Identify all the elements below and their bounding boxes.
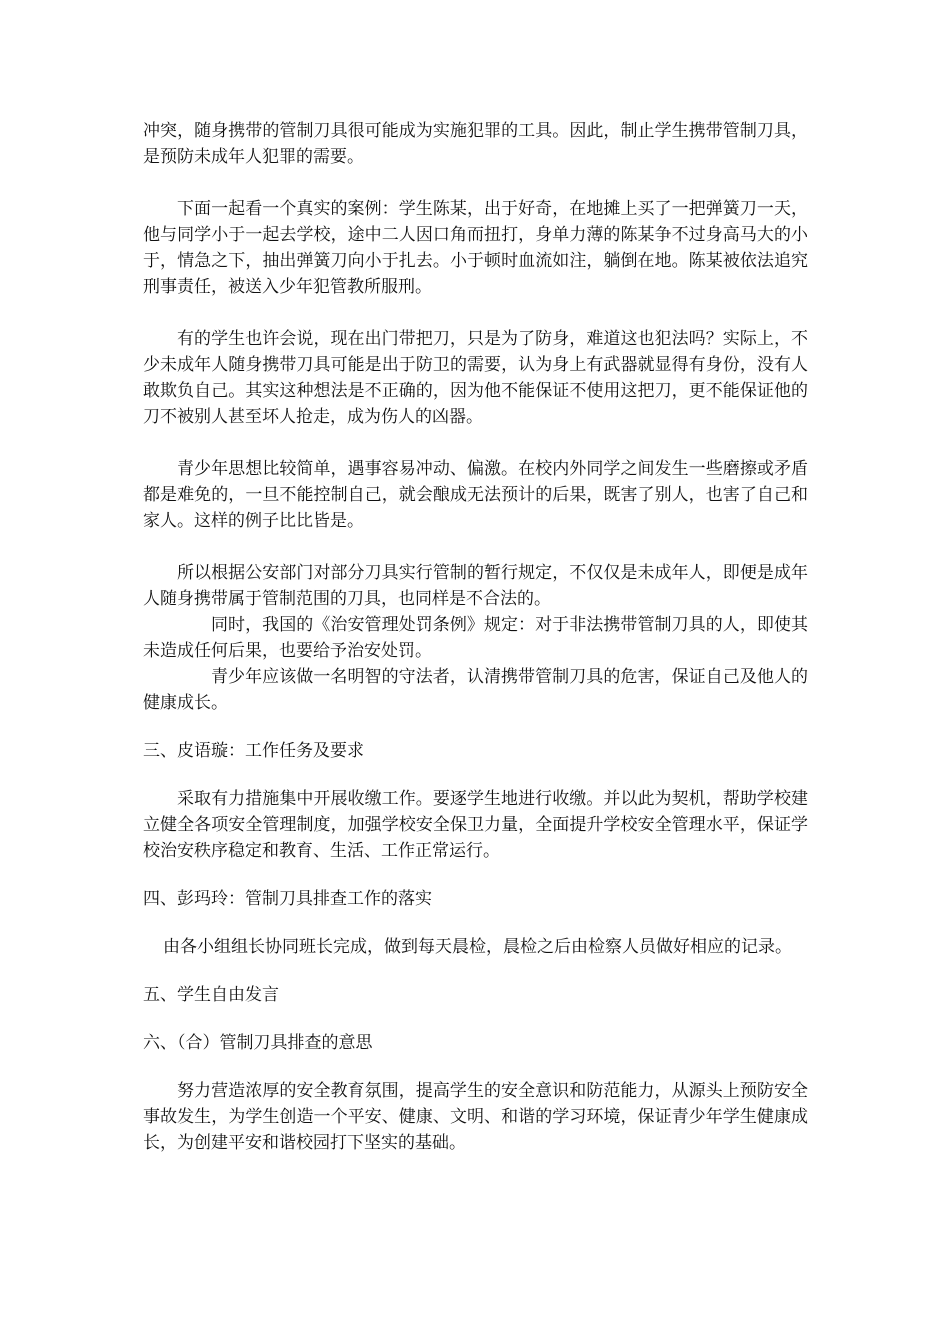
- paragraph-case: 下面一起看一个真实的案例：学生陈某，出于好奇，在地摊上买了一把弹簧刀一天，他与同学小于一起去学校，途中二人因口角而扭打，身单力薄的陈某争不过身高马大的小于，情急之下，抽出弹簧刀向小于扎去。小于顿时血流如注，躺倒在地。陈某被依法追究刑事责任，被送入少年犯管教所服刑。: [143, 199, 808, 297]
- section-heading-5: 五、学生自由发言: [143, 985, 279, 1005]
- section-heading-6: 六、（合）管制刀具排查的意思: [143, 1033, 373, 1053]
- document-page: [143, 118, 808, 1156]
- paragraph-tasks: 采取有力措施集中开展收缴工作。要逐学生地进行收缴。并以此为契机，帮助学校建立健全各项安全管理制度，加强学校安全保卫力量，全面提升学校安全管理水平，保证学校治安秩序稳定和教育、生活、工作正常运行。: [143, 789, 808, 861]
- paragraph-youth-thinking: 青少年思想比较简单，遇事容易冲动、偏激。在校内外同学之间发生一些磨擦或矛盾都是难免的，一旦不能控制自己，就会酿成无法预计的后果，既害了别人，也害了自己和家人。这样的例子比比皆是。: [143, 459, 808, 531]
- paragraph-conclusion: 努力营造浓厚的安全教育氛围，提高学生的安全意识和防范能力，从源头上预防安全事故发生，为学生创造一个平安、健康、文明、和谐的学习环境，保证青少年学生健康成长，为创建平安和谐校园打下坚实的基础。: [143, 1081, 808, 1153]
- section-heading-4: 四、彭玛玲：管制刀具排查工作的落实: [143, 889, 432, 909]
- paragraph-regulation: 所以根据公安部门对部分刀具实行管制的暂行规定，不仅仅是未成年人，即便是成年人随身携带属于管制范围的刀具，也同样是不合法的。: [143, 563, 808, 609]
- paragraph-inspection: 由各小组组长协同班长完成，做到每天晨检，晨检之后由检察人员做好相应的记录。: [163, 937, 792, 957]
- section-heading-3: 三、皮语璇：工作任务及要求: [143, 741, 364, 761]
- paragraph-security-law: 同时，我国的《治安管理处罚条例》规定：对于非法携带管制刀具的人，即使其未造成任何后果，也要给予治安处罚。: [143, 615, 808, 661]
- paragraph-intro: 冲突，随身携带的管制刀具很可能成为实施犯罪的工具。因此，制止学生携带管制刀具，是预防未成年人犯罪的需要。: [143, 121, 808, 167]
- paragraph-law-abiding: 青少年应该做一名明智的守法者，认清携带管制刀具的危害，保证自己及他人的健康成长。: [143, 667, 808, 713]
- paragraph-self-defense: 有的学生也许会说，现在出门带把刀，只是为了防身，难道这也犯法吗？实际上，不少未成年人随身携带刀具可能是出于防卫的需要，认为身上有武器就显得有身份，没有人敢欺负自己。其实这种想法是不正确的，因为他不能保证不使用这把刀，更不能保证他的刀不被别人甚至坏人抢走，成为伤人的凶器。: [143, 329, 808, 427]
